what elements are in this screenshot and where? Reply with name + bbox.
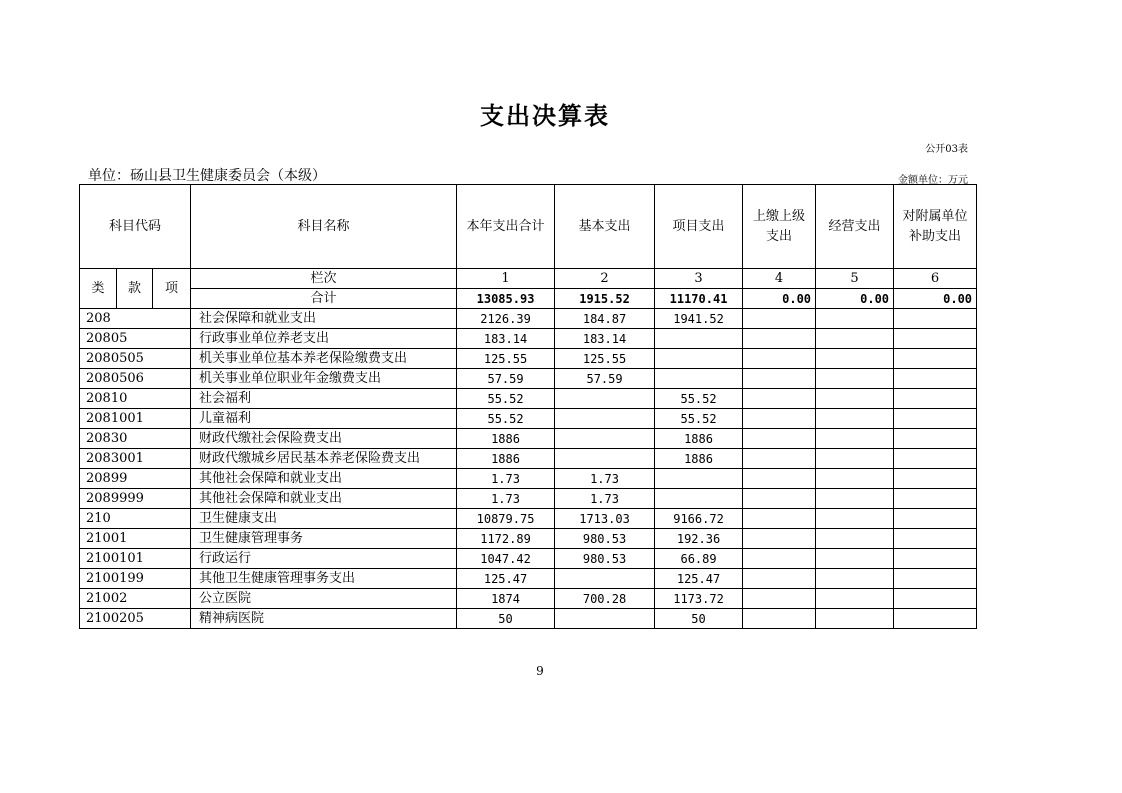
- header-lei: 类: [80, 269, 117, 309]
- table-body: [80, 185, 977, 629]
- row-name: 行政事业单位养老支出: [191, 329, 457, 349]
- row-basic: 57.59: [555, 369, 655, 389]
- row-name: 其他社会保障和就业支出: [191, 469, 457, 489]
- row-project: 1173.72: [655, 589, 743, 609]
- row-basic: 980.53: [555, 549, 655, 569]
- row-name: 财政代缴城乡居民基本养老保险费支出: [191, 449, 457, 469]
- row-code: 21002: [80, 589, 191, 609]
- row-subsidy: [894, 409, 977, 429]
- row-upper: [743, 309, 816, 329]
- row-code: 21001: [80, 529, 191, 549]
- table-row: [80, 609, 977, 629]
- header-code: 科目代码: [80, 185, 191, 269]
- table-row: [80, 509, 977, 529]
- row-subsidy: [894, 349, 977, 369]
- table-row: [80, 449, 977, 469]
- row-total: 1.73: [457, 469, 555, 489]
- row-total: 57.59: [457, 369, 555, 389]
- row-total: 1874: [457, 589, 555, 609]
- col-num: 1: [457, 269, 555, 289]
- row-name: 精神病医院: [191, 609, 457, 629]
- row-project: [655, 349, 743, 369]
- row-code: 2100205: [80, 609, 191, 629]
- row-total: 1172.89: [457, 529, 555, 549]
- row-project: 9166.72: [655, 509, 743, 529]
- table-row: [80, 409, 977, 429]
- row-upper: [743, 589, 816, 609]
- row-total: 1886: [457, 429, 555, 449]
- table-row: [80, 469, 977, 489]
- header-name: 科目名称: [191, 185, 457, 269]
- row-basic: 1.73: [555, 489, 655, 509]
- row-upper: [743, 389, 816, 409]
- row-subsidy: [894, 329, 977, 349]
- money-unit: 金额单位：万元: [898, 175, 968, 186]
- form-number: 公开03表: [925, 144, 968, 155]
- header-project: 项目支出: [655, 185, 743, 269]
- row-total: 1886: [457, 449, 555, 469]
- row-project: 192.36: [655, 529, 743, 549]
- row-name: 财政代缴社会保险费支出: [191, 429, 457, 449]
- row-project: 125.47: [655, 569, 743, 589]
- row-upper: [743, 609, 816, 629]
- row-code: 20830: [80, 429, 191, 449]
- table-row: [80, 569, 977, 589]
- row-business: [816, 529, 894, 549]
- row-basic: 1713.03: [555, 509, 655, 529]
- header-subsidy: 对附属单位补助支出: [894, 185, 977, 269]
- row-upper: [743, 509, 816, 529]
- row-total: 125.47: [457, 569, 555, 589]
- row-basic: [555, 569, 655, 589]
- row-project: 55.52: [655, 389, 743, 409]
- header-lanci: 栏次: [191, 269, 457, 289]
- row-business: [816, 469, 894, 489]
- row-subsidy: [894, 529, 977, 549]
- row-code: 2080506: [80, 369, 191, 389]
- row-basic: 980.53: [555, 529, 655, 549]
- row-business: [816, 369, 894, 389]
- row-code: 20805: [80, 329, 191, 349]
- total-value: 11170.41: [655, 289, 743, 309]
- row-total: 55.52: [457, 409, 555, 429]
- row-subsidy: [894, 369, 977, 389]
- row-business: [816, 489, 894, 509]
- row-business: [816, 509, 894, 529]
- page-number: 9: [536, 664, 544, 678]
- row-total: 1047.42: [457, 549, 555, 569]
- row-total: 50: [457, 609, 555, 629]
- col-num: 4: [743, 269, 816, 289]
- row-subsidy: [894, 489, 977, 509]
- row-subsidy: [894, 429, 977, 449]
- row-subsidy: [894, 589, 977, 609]
- row-basic: [555, 409, 655, 429]
- row-project: 1886: [655, 429, 743, 449]
- row-business: [816, 349, 894, 369]
- row-project: [655, 489, 743, 509]
- row-basic: 183.14: [555, 329, 655, 349]
- row-subsidy: [894, 469, 977, 489]
- column-number-row: [80, 269, 977, 289]
- row-code: 2100199: [80, 569, 191, 589]
- row-project: 1941.52: [655, 309, 743, 329]
- row-basic: 700.28: [555, 589, 655, 609]
- row-subsidy: [894, 509, 977, 529]
- row-code: 2089999: [80, 489, 191, 509]
- row-subsidy: [894, 569, 977, 589]
- row-upper: [743, 529, 816, 549]
- row-basic: [555, 609, 655, 629]
- row-basic: 125.55: [555, 349, 655, 369]
- row-upper: [743, 489, 816, 509]
- row-total: 125.55: [457, 349, 555, 369]
- row-upper: [743, 449, 816, 469]
- row-project: 66.89: [655, 549, 743, 569]
- row-basic: 1.73: [555, 469, 655, 489]
- row-total: 1.73: [457, 489, 555, 509]
- row-name: 机关事业单位基本养老保险缴费支出: [191, 349, 457, 369]
- header-total: 本年支出合计: [457, 185, 555, 269]
- row-basic: 184.87: [555, 309, 655, 329]
- row-upper: [743, 569, 816, 589]
- total-value: 13085.93: [457, 289, 555, 309]
- header-xiang: 项: [153, 269, 191, 309]
- row-total: 2126.39: [457, 309, 555, 329]
- row-name: 公立医院: [191, 589, 457, 609]
- row-code: 210: [80, 509, 191, 529]
- row-project: 50: [655, 609, 743, 629]
- header-row: [80, 185, 977, 269]
- table-row: [80, 429, 977, 449]
- row-subsidy: [894, 389, 977, 409]
- row-name: 社会保障和就业支出: [191, 309, 457, 329]
- row-business: [816, 569, 894, 589]
- row-subsidy: [894, 309, 977, 329]
- table-row: [80, 489, 977, 509]
- row-code: 20899: [80, 469, 191, 489]
- col-num: 6: [894, 269, 977, 289]
- total-value: 0.00: [743, 289, 816, 309]
- table-row: [80, 369, 977, 389]
- row-upper: [743, 329, 816, 349]
- row-name: 卫生健康支出: [191, 509, 457, 529]
- table-row: [80, 349, 977, 369]
- total-row: [80, 289, 977, 309]
- page-title: 支出决算表: [480, 102, 610, 130]
- header-upper: 上缴上级支出: [743, 185, 816, 269]
- header-kuan: 款: [117, 269, 153, 309]
- header-basic: 基本支出: [555, 185, 655, 269]
- row-basic: [555, 389, 655, 409]
- expenditure-table: [79, 184, 977, 629]
- row-name: 其他卫生健康管理事务支出: [191, 569, 457, 589]
- row-total: 55.52: [457, 389, 555, 409]
- row-name: 行政运行: [191, 549, 457, 569]
- row-total: 183.14: [457, 329, 555, 349]
- row-business: [816, 309, 894, 329]
- row-basic: [555, 449, 655, 469]
- total-value: 0.00: [894, 289, 977, 309]
- row-business: [816, 609, 894, 629]
- header-business: 经营支出: [816, 185, 894, 269]
- table-row: [80, 389, 977, 409]
- col-num: 5: [816, 269, 894, 289]
- row-project: 55.52: [655, 409, 743, 429]
- row-upper: [743, 369, 816, 389]
- row-code: 2100101: [80, 549, 191, 569]
- row-subsidy: [894, 449, 977, 469]
- row-code: 208: [80, 309, 191, 329]
- row-business: [816, 449, 894, 469]
- row-project: [655, 329, 743, 349]
- reporting-unit: 单位：砀山县卫生健康委员会（本级）: [88, 168, 326, 184]
- row-name: 社会福利: [191, 389, 457, 409]
- row-project: [655, 369, 743, 389]
- table-row: [80, 549, 977, 569]
- total-value: 1915.52: [555, 289, 655, 309]
- table-row: [80, 589, 977, 609]
- col-num: 3: [655, 269, 743, 289]
- row-business: [816, 409, 894, 429]
- table-row: [80, 529, 977, 549]
- row-code: 2081001: [80, 409, 191, 429]
- total-value: 0.00: [816, 289, 894, 309]
- row-name: 卫生健康管理事务: [191, 529, 457, 549]
- row-business: [816, 549, 894, 569]
- total-label: 合计: [191, 289, 457, 309]
- row-subsidy: [894, 609, 977, 629]
- row-code: 2080505: [80, 349, 191, 369]
- row-name: 儿童福利: [191, 409, 457, 429]
- row-business: [816, 429, 894, 449]
- row-code: 20810: [80, 389, 191, 409]
- row-business: [816, 329, 894, 349]
- row-upper: [743, 469, 816, 489]
- row-upper: [743, 349, 816, 369]
- row-upper: [743, 429, 816, 449]
- row-name: 机关事业单位职业年金缴费支出: [191, 369, 457, 389]
- table-row: [80, 309, 977, 329]
- row-name: 其他社会保障和就业支出: [191, 489, 457, 509]
- row-code: 2083001: [80, 449, 191, 469]
- row-project: 1886: [655, 449, 743, 469]
- row-upper: [743, 549, 816, 569]
- row-business: [816, 589, 894, 609]
- table-row: [80, 329, 977, 349]
- row-business: [816, 389, 894, 409]
- row-upper: [743, 409, 816, 429]
- row-project: [655, 469, 743, 489]
- row-subsidy: [894, 549, 977, 569]
- col-num: 2: [555, 269, 655, 289]
- row-total: 10879.75: [457, 509, 555, 529]
- row-basic: [555, 429, 655, 449]
